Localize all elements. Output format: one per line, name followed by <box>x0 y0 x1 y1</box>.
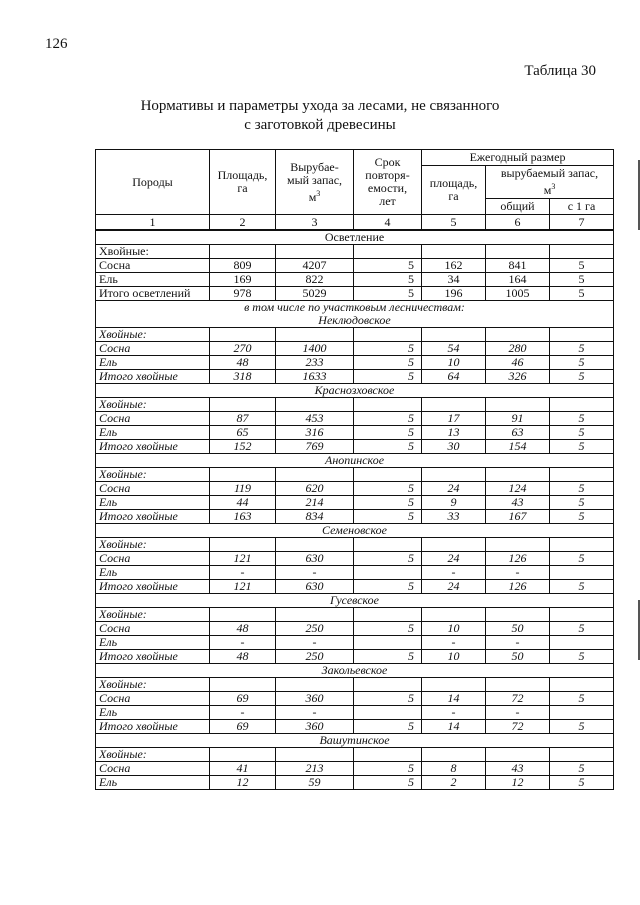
value-cell: 48 <box>210 356 276 370</box>
value-cell: 14 <box>422 692 486 706</box>
table-row <box>96 510 614 524</box>
value-cell <box>210 328 276 342</box>
header-species: Породы <box>96 150 210 215</box>
section-title: Осветление <box>96 230 614 245</box>
value-cell: 5 <box>354 287 422 301</box>
value-cell: 5 <box>550 426 614 440</box>
value-cell: 5 <box>550 496 614 510</box>
value-cell <box>550 678 614 692</box>
value-cell: 43 <box>486 496 550 510</box>
value-cell: 1400 <box>276 342 354 356</box>
header-annual: Ежегодный размер <box>422 150 614 166</box>
section-header-row <box>96 734 614 748</box>
value-cell <box>550 706 614 720</box>
value-cell <box>210 678 276 692</box>
value-cell: 5 <box>354 356 422 370</box>
value-cell: 630 <box>276 580 354 594</box>
value-cell: 12 <box>210 776 276 790</box>
value-cell <box>550 468 614 482</box>
species-cell: Ель <box>96 496 210 510</box>
species-cell: Хвойные: <box>96 245 210 259</box>
value-cell: 318 <box>210 370 276 384</box>
table-row <box>96 412 614 426</box>
value-cell <box>276 328 354 342</box>
header-annual-stock: вырубаемый запас, $м^3$ <box>486 166 614 199</box>
value-cell: 72 <box>486 692 550 706</box>
value-cell: 5 <box>354 510 422 524</box>
section-title: Вашутинское <box>96 734 614 748</box>
value-cell: 87 <box>210 412 276 426</box>
value-cell: 5 <box>354 482 422 496</box>
section-title: Анопинское <box>96 454 614 468</box>
column-number: 2 <box>210 215 276 231</box>
value-cell: 124 <box>486 482 550 496</box>
title-line-1: Нормативы и параметры ухода за лесами, не связанного <box>140 98 500 114</box>
value-cell: - <box>422 706 486 720</box>
value-cell: 978 <box>210 287 276 301</box>
value-cell: 24 <box>422 552 486 566</box>
species-cell: Хвойные: <box>96 678 210 692</box>
section-header-row <box>96 230 614 245</box>
value-cell: - <box>486 566 550 580</box>
table-row <box>96 706 614 720</box>
value-cell: 250 <box>276 622 354 636</box>
value-cell <box>354 328 422 342</box>
value-cell: 453 <box>276 412 354 426</box>
value-cell: 5 <box>354 412 422 426</box>
value-cell: 126 <box>486 580 550 594</box>
column-number: 1 <box>96 215 210 231</box>
table-row <box>96 636 614 650</box>
value-cell <box>354 245 422 259</box>
value-cell: 8 <box>422 762 486 776</box>
value-cell: 126 <box>486 552 550 566</box>
species-cell: Итого хвойные <box>96 650 210 664</box>
header-per-ha: с 1 га <box>550 199 614 215</box>
value-cell: 33 <box>422 510 486 524</box>
value-cell: - <box>276 706 354 720</box>
value-cell: 5 <box>354 440 422 454</box>
value-cell: 13 <box>422 426 486 440</box>
column-number: 4 <box>354 215 422 231</box>
value-cell: 5 <box>550 356 614 370</box>
value-cell <box>486 245 550 259</box>
value-cell: 12 <box>486 776 550 790</box>
value-cell <box>354 678 422 692</box>
species-cell: Итого хвойные <box>96 510 210 524</box>
value-cell <box>276 245 354 259</box>
column-number: 3 <box>276 215 354 231</box>
value-cell: 24 <box>422 580 486 594</box>
value-cell: 69 <box>210 720 276 734</box>
value-cell: 5 <box>550 370 614 384</box>
value-cell <box>422 748 486 762</box>
value-cell: 5 <box>550 762 614 776</box>
species-cell: Хвойные: <box>96 398 210 412</box>
value-cell <box>550 328 614 342</box>
value-cell: 59 <box>276 776 354 790</box>
value-cell: 769 <box>276 440 354 454</box>
value-cell: 2 <box>422 776 486 790</box>
table-row <box>96 622 614 636</box>
value-cell <box>422 245 486 259</box>
value-cell <box>486 608 550 622</box>
section-title: Гусевское <box>96 594 614 608</box>
value-cell: 280 <box>486 342 550 356</box>
value-cell: 169 <box>210 273 276 287</box>
value-cell: 152 <box>210 440 276 454</box>
value-cell: 5 <box>354 650 422 664</box>
value-cell: 41 <box>210 762 276 776</box>
value-cell: - <box>422 636 486 650</box>
species-cell: Хвойные: <box>96 748 210 762</box>
section-header-row <box>96 524 614 538</box>
value-cell: 5 <box>550 482 614 496</box>
value-cell: 1005 <box>486 287 550 301</box>
value-cell <box>276 748 354 762</box>
value-cell <box>354 566 422 580</box>
species-cell: Сосна <box>96 692 210 706</box>
section-title: в том числе по участковым лесничествам: Неклюдовское <box>96 301 614 328</box>
table-row <box>96 650 614 664</box>
value-cell: 250 <box>276 650 354 664</box>
value-cell: 5 <box>550 510 614 524</box>
value-cell <box>486 748 550 762</box>
value-cell: 5 <box>550 259 614 273</box>
value-cell <box>210 608 276 622</box>
table-row <box>96 245 614 259</box>
value-cell <box>354 748 422 762</box>
column-numbers-row <box>96 215 614 231</box>
table-row <box>96 482 614 496</box>
species-cell: Хвойные: <box>96 538 210 552</box>
value-cell: 196 <box>422 287 486 301</box>
value-cell <box>276 678 354 692</box>
value-cell: 326 <box>486 370 550 384</box>
value-cell: 620 <box>276 482 354 496</box>
table-row <box>96 538 614 552</box>
page-number: 126 <box>45 36 68 52</box>
value-cell: 121 <box>210 580 276 594</box>
value-cell <box>276 538 354 552</box>
table-row <box>96 259 614 273</box>
value-cell: 5 <box>354 552 422 566</box>
value-cell <box>486 538 550 552</box>
value-cell <box>422 468 486 482</box>
value-cell: 50 <box>486 622 550 636</box>
section-header-row <box>96 594 614 608</box>
species-cell: Ель <box>96 706 210 720</box>
value-cell <box>486 398 550 412</box>
value-cell: 5 <box>354 762 422 776</box>
value-cell: 119 <box>210 482 276 496</box>
species-cell: Хвойные: <box>96 608 210 622</box>
table-row <box>96 720 614 734</box>
value-cell: 167 <box>486 510 550 524</box>
value-cell <box>210 538 276 552</box>
value-cell: 809 <box>210 259 276 273</box>
header-annual-area: площадь, га <box>422 166 486 215</box>
section-header-row <box>96 664 614 678</box>
value-cell: 14 <box>422 720 486 734</box>
value-cell <box>550 636 614 650</box>
value-cell <box>276 398 354 412</box>
table-row <box>96 370 614 384</box>
value-cell: 34 <box>422 273 486 287</box>
value-cell: 164 <box>486 273 550 287</box>
value-cell <box>354 398 422 412</box>
value-cell <box>354 468 422 482</box>
value-cell: 44 <box>210 496 276 510</box>
value-cell: - <box>210 566 276 580</box>
value-cell: 5 <box>550 552 614 566</box>
value-cell <box>550 748 614 762</box>
header-period: Срок повторя- емости, лет <box>354 150 422 215</box>
value-cell: 5 <box>354 720 422 734</box>
value-cell: 43 <box>486 762 550 776</box>
value-cell: 214 <box>276 496 354 510</box>
value-cell: 9 <box>422 496 486 510</box>
species-cell: Сосна <box>96 482 210 496</box>
value-cell: 48 <box>210 622 276 636</box>
table-row <box>96 426 614 440</box>
table-row <box>96 496 614 510</box>
value-cell: 17 <box>422 412 486 426</box>
table-row <box>96 748 614 762</box>
value-cell: 822 <box>276 273 354 287</box>
species-cell: Ель <box>96 273 210 287</box>
value-cell: 360 <box>276 692 354 706</box>
value-cell: 630 <box>276 552 354 566</box>
table-row <box>96 356 614 370</box>
value-cell: 5 <box>354 342 422 356</box>
value-cell: 5 <box>550 622 614 636</box>
value-cell <box>422 398 486 412</box>
value-cell: 5 <box>354 622 422 636</box>
header-total: общий <box>486 199 550 215</box>
species-cell: Сосна <box>96 762 210 776</box>
section-header-row <box>96 384 614 398</box>
species-cell: Сосна <box>96 259 210 273</box>
value-cell: 4207 <box>276 259 354 273</box>
section-header-row <box>96 301 614 328</box>
value-cell: 64 <box>422 370 486 384</box>
value-cell: 91 <box>486 412 550 426</box>
value-cell <box>210 468 276 482</box>
value-cell: - <box>486 706 550 720</box>
value-cell: 5 <box>354 496 422 510</box>
value-cell: 10 <box>422 356 486 370</box>
species-cell: Итого хвойные <box>96 370 210 384</box>
value-cell: 46 <box>486 356 550 370</box>
section-header-row <box>96 454 614 468</box>
table-row <box>96 678 614 692</box>
section-subtitle: Неклюдовское <box>318 313 391 327</box>
value-cell: 5 <box>550 412 614 426</box>
value-cell: 5 <box>354 259 422 273</box>
value-cell: - <box>210 636 276 650</box>
value-cell: 834 <box>276 510 354 524</box>
table-row <box>96 762 614 776</box>
value-cell: 5 <box>354 273 422 287</box>
value-cell <box>276 608 354 622</box>
value-cell: 24 <box>422 482 486 496</box>
value-cell <box>550 398 614 412</box>
species-cell: Сосна <box>96 342 210 356</box>
table-row <box>96 608 614 622</box>
value-cell <box>422 328 486 342</box>
value-cell: 233 <box>276 356 354 370</box>
value-cell: - <box>422 566 486 580</box>
value-cell: 1633 <box>276 370 354 384</box>
value-cell: 5 <box>354 692 422 706</box>
species-cell: Итого хвойные <box>96 580 210 594</box>
value-cell: - <box>210 706 276 720</box>
header-area: Площадь, га <box>210 150 276 215</box>
table-row <box>96 552 614 566</box>
value-cell <box>354 636 422 650</box>
value-cell: 65 <box>210 426 276 440</box>
table-row <box>96 440 614 454</box>
value-cell: 5 <box>354 580 422 594</box>
table-row <box>96 566 614 580</box>
value-cell: 270 <box>210 342 276 356</box>
species-cell: Сосна <box>96 412 210 426</box>
value-cell: 121 <box>210 552 276 566</box>
value-cell: 50 <box>486 650 550 664</box>
value-cell <box>276 468 354 482</box>
species-cell: Итого осветлений <box>96 287 210 301</box>
value-cell: 10 <box>422 650 486 664</box>
value-cell: 10 <box>422 622 486 636</box>
value-cell: 316 <box>276 426 354 440</box>
section-title: Семеновское <box>96 524 614 538</box>
value-cell <box>550 608 614 622</box>
species-cell: Ель <box>96 426 210 440</box>
value-cell: 5 <box>354 370 422 384</box>
value-cell <box>486 328 550 342</box>
species-cell: Ель <box>96 776 210 790</box>
value-cell: - <box>276 636 354 650</box>
value-cell: 5 <box>354 776 422 790</box>
table-body <box>96 230 614 790</box>
value-cell <box>550 538 614 552</box>
table-row <box>96 692 614 706</box>
value-cell: 5 <box>550 440 614 454</box>
table-label: Таблица 30 <box>524 63 596 79</box>
species-cell: Хвойные: <box>96 468 210 482</box>
table-row <box>96 468 614 482</box>
value-cell: 69 <box>210 692 276 706</box>
column-number: 6 <box>486 215 550 231</box>
species-cell: Ель <box>96 356 210 370</box>
value-cell <box>550 566 614 580</box>
value-cell: 213 <box>276 762 354 776</box>
section-title: Краснозховское <box>96 384 614 398</box>
table-row <box>96 328 614 342</box>
value-cell: 841 <box>486 259 550 273</box>
value-cell: 163 <box>210 510 276 524</box>
value-cell: 5 <box>550 287 614 301</box>
value-cell: 72 <box>486 720 550 734</box>
title-line-2: с заготовкой древесины <box>244 117 396 133</box>
species-cell: Ель <box>96 636 210 650</box>
value-cell <box>486 468 550 482</box>
value-cell: 5 <box>550 776 614 790</box>
species-cell: Сосна <box>96 552 210 566</box>
species-cell: Ель <box>96 566 210 580</box>
species-cell: Сосна <box>96 622 210 636</box>
value-cell <box>210 398 276 412</box>
table-row <box>96 342 614 356</box>
value-cell: 5 <box>550 720 614 734</box>
header-stock: Вырубае- мый запас, $м^3$ <box>276 150 354 215</box>
value-cell <box>422 678 486 692</box>
value-cell: 5 <box>550 342 614 356</box>
table-row <box>96 287 614 301</box>
value-cell <box>422 608 486 622</box>
value-cell: 5029 <box>276 287 354 301</box>
value-cell: 63 <box>486 426 550 440</box>
section-title: Закольевское <box>96 664 614 678</box>
value-cell <box>550 245 614 259</box>
value-cell: 30 <box>422 440 486 454</box>
value-cell: 5 <box>550 580 614 594</box>
value-cell: 5 <box>354 426 422 440</box>
value-cell: - <box>276 566 354 580</box>
species-cell: Хвойные: <box>96 328 210 342</box>
value-cell: 154 <box>486 440 550 454</box>
species-cell: Итого хвойные <box>96 440 210 454</box>
table-row <box>96 776 614 790</box>
value-cell: 162 <box>422 259 486 273</box>
value-cell <box>486 678 550 692</box>
value-cell <box>354 706 422 720</box>
value-cell: - <box>486 636 550 650</box>
value-cell <box>354 538 422 552</box>
table-row <box>96 580 614 594</box>
table-row <box>96 398 614 412</box>
value-cell <box>210 245 276 259</box>
document-title <box>0 97 640 135</box>
value-cell <box>354 608 422 622</box>
value-cell: 48 <box>210 650 276 664</box>
value-cell: 5 <box>550 650 614 664</box>
value-cell <box>210 748 276 762</box>
column-number: 5 <box>422 215 486 231</box>
value-cell <box>422 538 486 552</box>
species-cell: Итого хвойные <box>96 720 210 734</box>
value-cell: 54 <box>422 342 486 356</box>
value-cell: 5 <box>550 692 614 706</box>
table-row <box>96 273 614 287</box>
column-number: 7 <box>550 215 614 231</box>
value-cell: 5 <box>550 273 614 287</box>
forest-care-table <box>95 149 614 790</box>
value-cell: 360 <box>276 720 354 734</box>
